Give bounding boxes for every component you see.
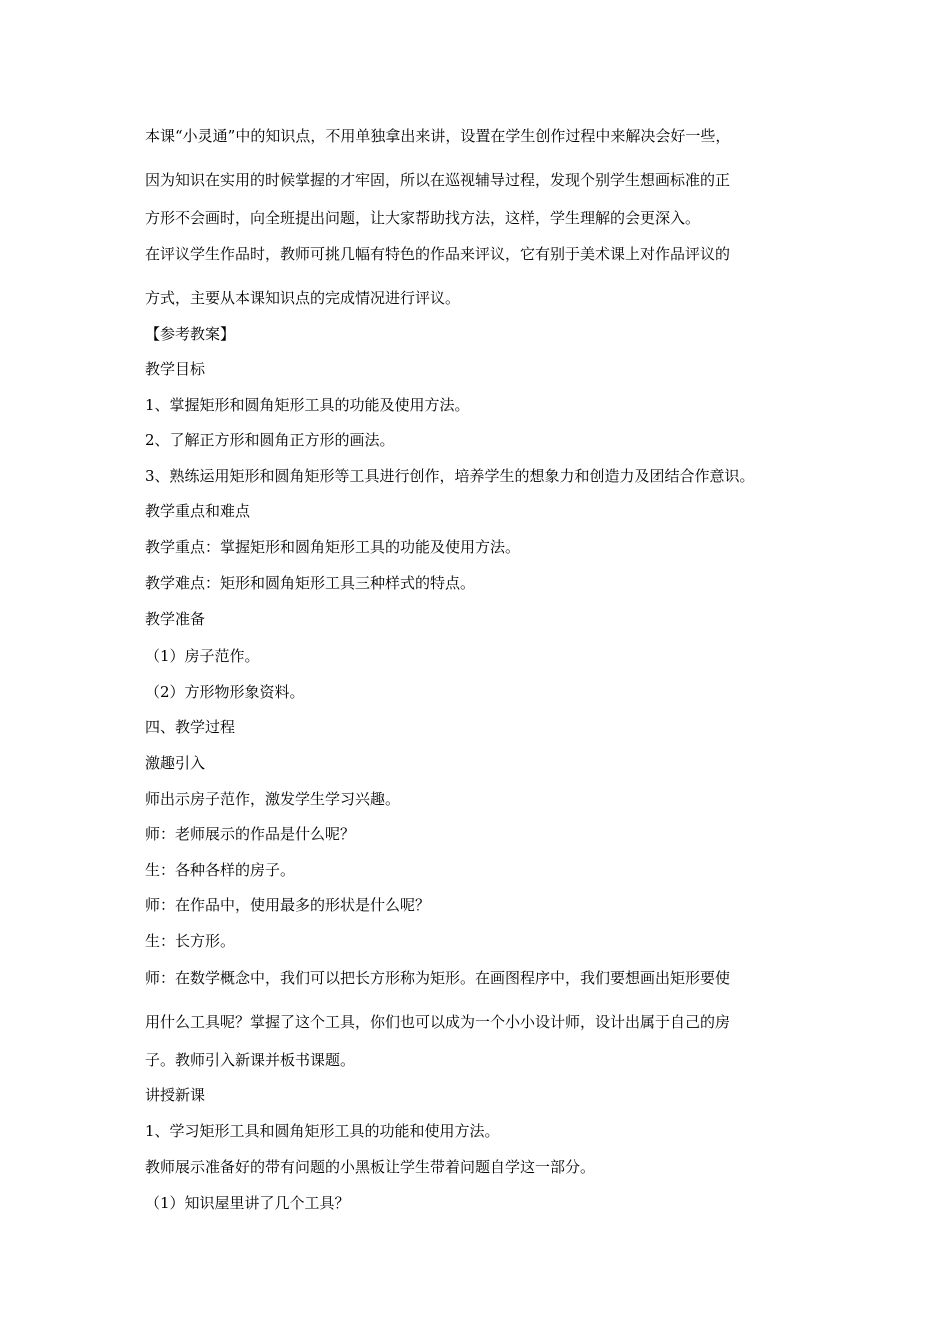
list-item: 3、熟练运用矩形和圆角矩形等工具进行创作，培养学生的想象力和创造力及团结合作意识。 — [145, 467, 755, 485]
dialogue-line: 生：长方形。 — [145, 932, 236, 950]
paragraph-line: 因为知识在实用的时候掌握的才牢固，所以在巡视辅导过程，发现个别学生想画标准的正 — [145, 171, 731, 189]
section-heading: 激趣引入 — [145, 754, 206, 772]
paragraph-line: 在评议学生作品时，教师可挑几幅有特色的作品来评议，它有别于美术课上对作品评议的 — [145, 245, 731, 263]
list-item: 1、掌握矩形和圆角矩形工具的功能及使用方法。 — [145, 396, 470, 414]
paragraph-line: 教学重点：掌握矩形和圆角矩形工具的功能及使用方法。 — [145, 538, 521, 556]
section-heading: 教学目标 — [145, 360, 206, 378]
paragraph-line: 师出示房子范作，激发学生学习兴趣。 — [145, 790, 401, 808]
list-item: 1、学习矩形工具和圆角矩形工具的功能和使用方法。 — [145, 1122, 500, 1140]
dialogue-line: 师：在作品中，使用最多的形状是什么呢？ — [145, 896, 431, 914]
section-heading: 教学准备 — [145, 610, 206, 628]
list-item: （1）房子范作。 — [145, 647, 260, 665]
paragraph-line: 教学难点：矩形和圆角矩形工具三种样式的特点。 — [145, 574, 476, 592]
paragraph-line: 方形不会画时，向全班提出问题，让大家帮助找方法，这样，学生理解的会更深入。 — [145, 209, 701, 227]
dialogue-line: 子。教师引入新课并板书课题。 — [145, 1051, 356, 1069]
paragraph-line: 教师展示准备好的带有问题的小黑板让学生带着问题自学这一部分。 — [145, 1158, 596, 1176]
section-heading: 四、教学过程 — [145, 718, 236, 736]
dialogue-line: 师：老师展示的作品是什么呢？ — [145, 825, 356, 843]
list-item: （2）方形物形象资料。 — [145, 683, 305, 701]
section-heading: 教学重点和难点 — [145, 502, 251, 520]
paragraph-line: 方式，主要从本课知识点的完成情况进行评议。 — [145, 289, 461, 307]
paragraph-line: 本课“小灵通”中的知识点，不用单独拿出来讲，设置在学生创作过程中来解决会好一些， — [145, 127, 731, 145]
section-heading: 讲授新课 — [145, 1086, 206, 1104]
dialogue-line: 生：各种各样的房子。 — [145, 861, 296, 879]
section-heading: 【参考教案】 — [145, 325, 236, 343]
dialogue-line: 师：在数学概念中，我们可以把长方形称为矩形。在画图程序中，我们要想画出矩形要使 — [145, 969, 731, 987]
list-item: （1）知识屋里讲了几个工具？ — [145, 1194, 350, 1212]
dialogue-line: 用什么工具呢？掌握了这个工具，你们也可以成为一个小小设计师，设计出属于自己的房 — [145, 1013, 731, 1031]
list-item: 2、了解正方形和圆角正方形的画法。 — [145, 431, 395, 449]
